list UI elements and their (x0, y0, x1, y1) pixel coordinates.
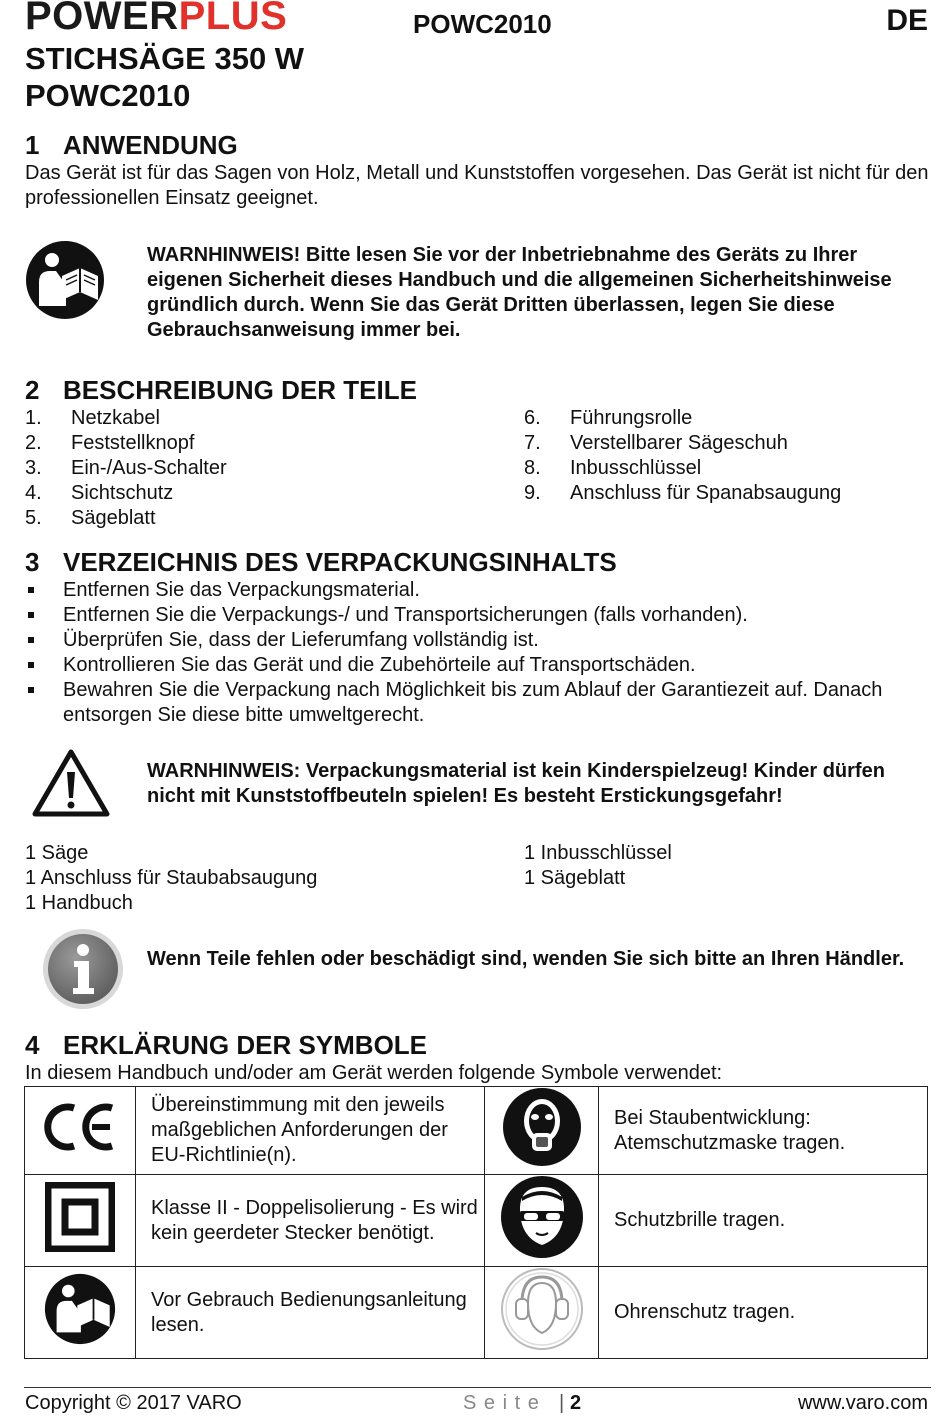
contents-list-left (25, 841, 317, 916)
symbol-description: Bei Staubentwicklung: Atemschutzmaske tragen. (599, 1087, 928, 1175)
part-item: 5. Sägeblatt (25, 507, 156, 529)
document-title: STICHSÄGE 350 W (25, 41, 305, 76)
parts-list-right (524, 406, 841, 506)
respirator-mask-icon (485, 1087, 599, 1175)
list-item: Entfernen Sie die Verpackungs-/ und Transportsicherungen (falls vorhanden). (25, 603, 925, 628)
list-item: Bewahren Sie die Verpackung nach Möglichkeit bis zum Ablauf der Garantiezeit auf. Danach entsorgen Sie diese bitte umweltgerecht. (25, 678, 883, 728)
part-item: 4. Sichtschutz (25, 482, 174, 504)
part-item: 9. Anschluss für Spanabsaugung (524, 482, 842, 504)
part-item: 6. Führungsrolle (524, 407, 693, 429)
table-row (25, 1175, 928, 1267)
footer-copyright: Copyright © 2017 VARO (25, 1392, 242, 1414)
list-item: 1 Sägeblatt (524, 867, 626, 889)
list-item: Kontrollieren Sie das Gerät und die Zubehörteile auf Transportschäden. (25, 653, 925, 678)
list-item: 1 Säge (25, 842, 89, 864)
class-ii-insulation-icon (25, 1175, 136, 1267)
warning-triangle-icon (31, 748, 111, 818)
safety-goggles-icon (485, 1175, 599, 1267)
part-item: 8. Inbusschlüssel (524, 457, 702, 479)
symbol-description: Ohrenschutz tragen. (599, 1267, 928, 1359)
packaging-bullets (25, 578, 925, 728)
ear-protection-icon (485, 1267, 599, 1359)
footer-page-separator: | (559, 1392, 565, 1414)
header-model-code: POWC2010 (413, 9, 552, 39)
footer-divider (24, 1387, 931, 1388)
footer-website: www.varo.com (797, 1392, 928, 1414)
document-subtitle: POWC2010 (25, 78, 191, 113)
symbol-description: Übereinstimmung mit den jeweils maßgeblichen Anforderungen der EU-Richtlinie(n). (136, 1087, 485, 1175)
symbol-description: Klasse II - Doppelisolierung - Es wird kein geerdeter Stecker benötigt. (136, 1175, 485, 1267)
list-item: Entfernen Sie das Verpackungsmaterial. (25, 578, 925, 603)
footer-page-label: S e i t e (463, 1392, 540, 1414)
list-item: Überprüfen Sie, dass der Lieferumfang vollständig ist. (25, 628, 925, 653)
symbols-table (24, 1086, 928, 1359)
section4-heading: 4 ERKLÄRUNG DER SYMBOLE (25, 1030, 428, 1060)
read-manual-icon (25, 1267, 136, 1359)
part-item: 1. Netzkabel (25, 407, 160, 429)
section2-heading: 2 BESCHREIBUNG DER TEILE (25, 375, 417, 405)
list-item: 1 Inbusschlüssel (524, 842, 672, 864)
section4-intro: In diesem Handbuch und/oder am Gerät werden folgende Symbole verwendet: (25, 1062, 723, 1084)
section1-heading: 1 ANWENDUNG (25, 130, 238, 160)
brand-logo: POWERPLUS (25, 0, 288, 38)
section1-warning: WARNHINWEIS! Bitte lesen Sie vor der Inbetriebnahme des Geräts zu Ihrer eigenen Sicherheit dieses Handbuch und die allgemeinen Sicherheitshinweise gründlich durch. Wenn Sie das Gerät Dritten überlassen, legen Sie diese Gebrauchsanweisung immer bei. (147, 244, 892, 341)
section3-warning: WARNHINWEIS: Verpackungsmaterial ist kein Kinderspielzeug! Kinder dürfen nicht mit Kunststoffbeuteln spielen! Es besteht Erstickungsgefahr! (147, 760, 885, 807)
list-item: 1 Handbuch (25, 892, 133, 914)
parts-list-left (25, 406, 227, 531)
table-row (25, 1267, 928, 1359)
part-item: 2. Feststellknopf (25, 432, 195, 454)
info-icon (42, 928, 124, 1010)
footer-page-number: 2 (570, 1392, 582, 1414)
read-manual-icon (25, 240, 105, 320)
section1-text: Das Gerät ist für das Sagen von Holz, Metall und Kunststoffen vorgesehen. Das Gerät ist nicht für den professionellen Einsatz geeignet. (25, 162, 929, 209)
section3-heading: 3 VERZEICHNIS DES VERPACKUNGSINHALTS (25, 547, 617, 577)
part-item: 3. Ein-/Aus-Schalter (25, 457, 227, 479)
part-item: 7. Verstellbarer Sägeschuh (524, 432, 788, 454)
table-row (25, 1087, 928, 1175)
symbol-description: Schutzbrille tragen. (599, 1175, 928, 1267)
symbol-description: Vor Gebrauch Bedienungsanleitung lesen. (136, 1267, 485, 1359)
contents-list-right (524, 841, 672, 891)
ce-mark-icon (25, 1087, 136, 1175)
header-language: DE (886, 4, 928, 37)
section3-info: Wenn Teile fehlen oder beschädigt sind, wenden Sie sich bitte an Ihren Händler. (147, 948, 905, 970)
list-item: 1 Anschluss für Staubabsaugung (25, 867, 318, 889)
